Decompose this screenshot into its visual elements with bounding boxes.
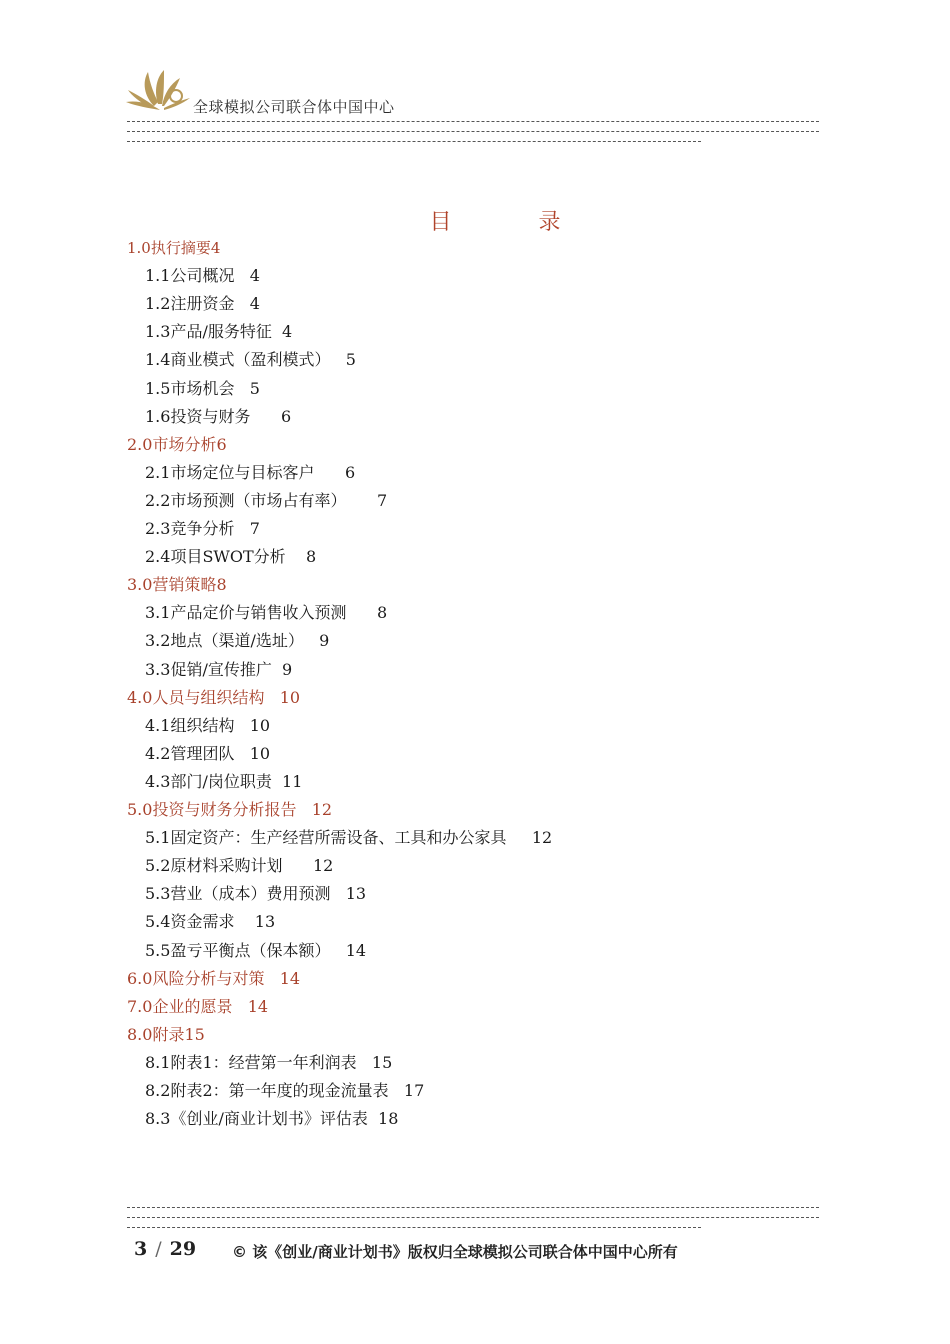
toc-subsection-item[interactable]: 2.4项目SWOT分析 8	[145, 547, 317, 567]
footer-divider	[127, 1207, 819, 1208]
toc-subsection-item[interactable]: 2.1市场定位与目标客户 6	[145, 462, 356, 482]
toc-subsection-item[interactable]: 1.1公司概况 4	[145, 266, 260, 286]
toc-title: 目 录	[429, 210, 601, 235]
toc-subsection-item[interactable]: 8.3《创业/商业计划书》评估表 18	[145, 1109, 399, 1129]
toc-subsection-item[interactable]: 3.3促销/宣传推广 9	[145, 659, 293, 679]
footer-divider	[127, 1217, 819, 1218]
toc-subsection-item[interactable]: 2.3竞争分析 7	[145, 519, 260, 538]
toc-subsection-item[interactable]: 5.2原材料采购计划 12	[145, 856, 334, 876]
copyright-notice: © 该《创业/商业计划书》版权归全球模拟公司联合体中国中心所有	[232, 1243, 678, 1261]
toc-section-heading[interactable]: 7.0企业的愿景 14	[127, 996, 269, 1016]
toc-subsection-item[interactable]: 1.4商业模式（盈利模式） 5	[145, 350, 356, 370]
toc-section-heading[interactable]: 5.0投资与财务分析报告 12	[127, 800, 333, 819]
page-separator: /	[155, 1238, 162, 1260]
toc-section-heading[interactable]: 8.0附录15	[127, 1024, 205, 1044]
lotus-logo-icon	[124, 66, 192, 114]
toc-subsection-item[interactable]: 5.4资金需求 13	[145, 912, 276, 932]
toc-subsection-item[interactable]: 8.1附表1：经营第一年利润表 15	[145, 1052, 393, 1072]
toc-section-heading[interactable]: 1.0执行摘要4	[127, 239, 221, 257]
toc-subsection-item[interactable]: 1.3产品/服务特征 4	[145, 322, 293, 342]
toc-subsection-item[interactable]: 1.2注册资金 4	[145, 294, 260, 314]
toc-section-heading[interactable]: 3.0营销策略8	[127, 575, 227, 595]
toc-subsection-item[interactable]: 4.3部门/岗位职责 11	[145, 771, 303, 791]
toc-section-heading[interactable]: 2.0市场分析6	[127, 434, 227, 454]
toc-subsection-item[interactable]: 1.6投资与财务 6	[145, 406, 292, 426]
toc-subsection-item[interactable]: 3.1产品定价与销售收入预测 8	[145, 603, 388, 623]
toc-section-heading[interactable]: 6.0风险分析与对策 14	[127, 968, 301, 988]
toc-subsection-item[interactable]: 5.5盈亏平衡点（保本额） 14	[145, 940, 367, 960]
toc-subsection-item[interactable]: 2.2市场预测（市场占有率） 7	[145, 490, 388, 510]
footer-divider	[127, 1227, 701, 1228]
toc-section-heading[interactable]: 4.0人员与组织结构 10	[127, 687, 301, 707]
toc-subsection-item[interactable]: 1.5市场机会 5	[145, 378, 260, 398]
toc-subsection-item[interactable]: 5.1固定资产：生产经营所需设备、工具和办公家具 12	[145, 828, 553, 848]
header-divider	[127, 121, 819, 122]
toc-subsection-item[interactable]: 5.3营业（成本）费用预测 13	[145, 884, 367, 904]
toc-subsection-item[interactable]: 3.2地点（渠道/选址） 9	[145, 631, 330, 651]
toc-subsection-item[interactable]: 4.2管理团队 10	[145, 743, 271, 763]
page-total: 29	[169, 1238, 197, 1260]
org-name: 全球模拟公司联合体中国中心	[193, 98, 395, 116]
toc-subsection-item[interactable]: 4.1组织结构 10	[145, 715, 271, 735]
header-divider	[127, 141, 701, 142]
page-current: 3	[134, 1238, 148, 1260]
header-divider	[127, 131, 819, 132]
toc-subsection-item[interactable]: 8.2附表2：第一年度的现金流量表 17	[145, 1081, 425, 1100]
page-number	[134, 1238, 196, 1260]
